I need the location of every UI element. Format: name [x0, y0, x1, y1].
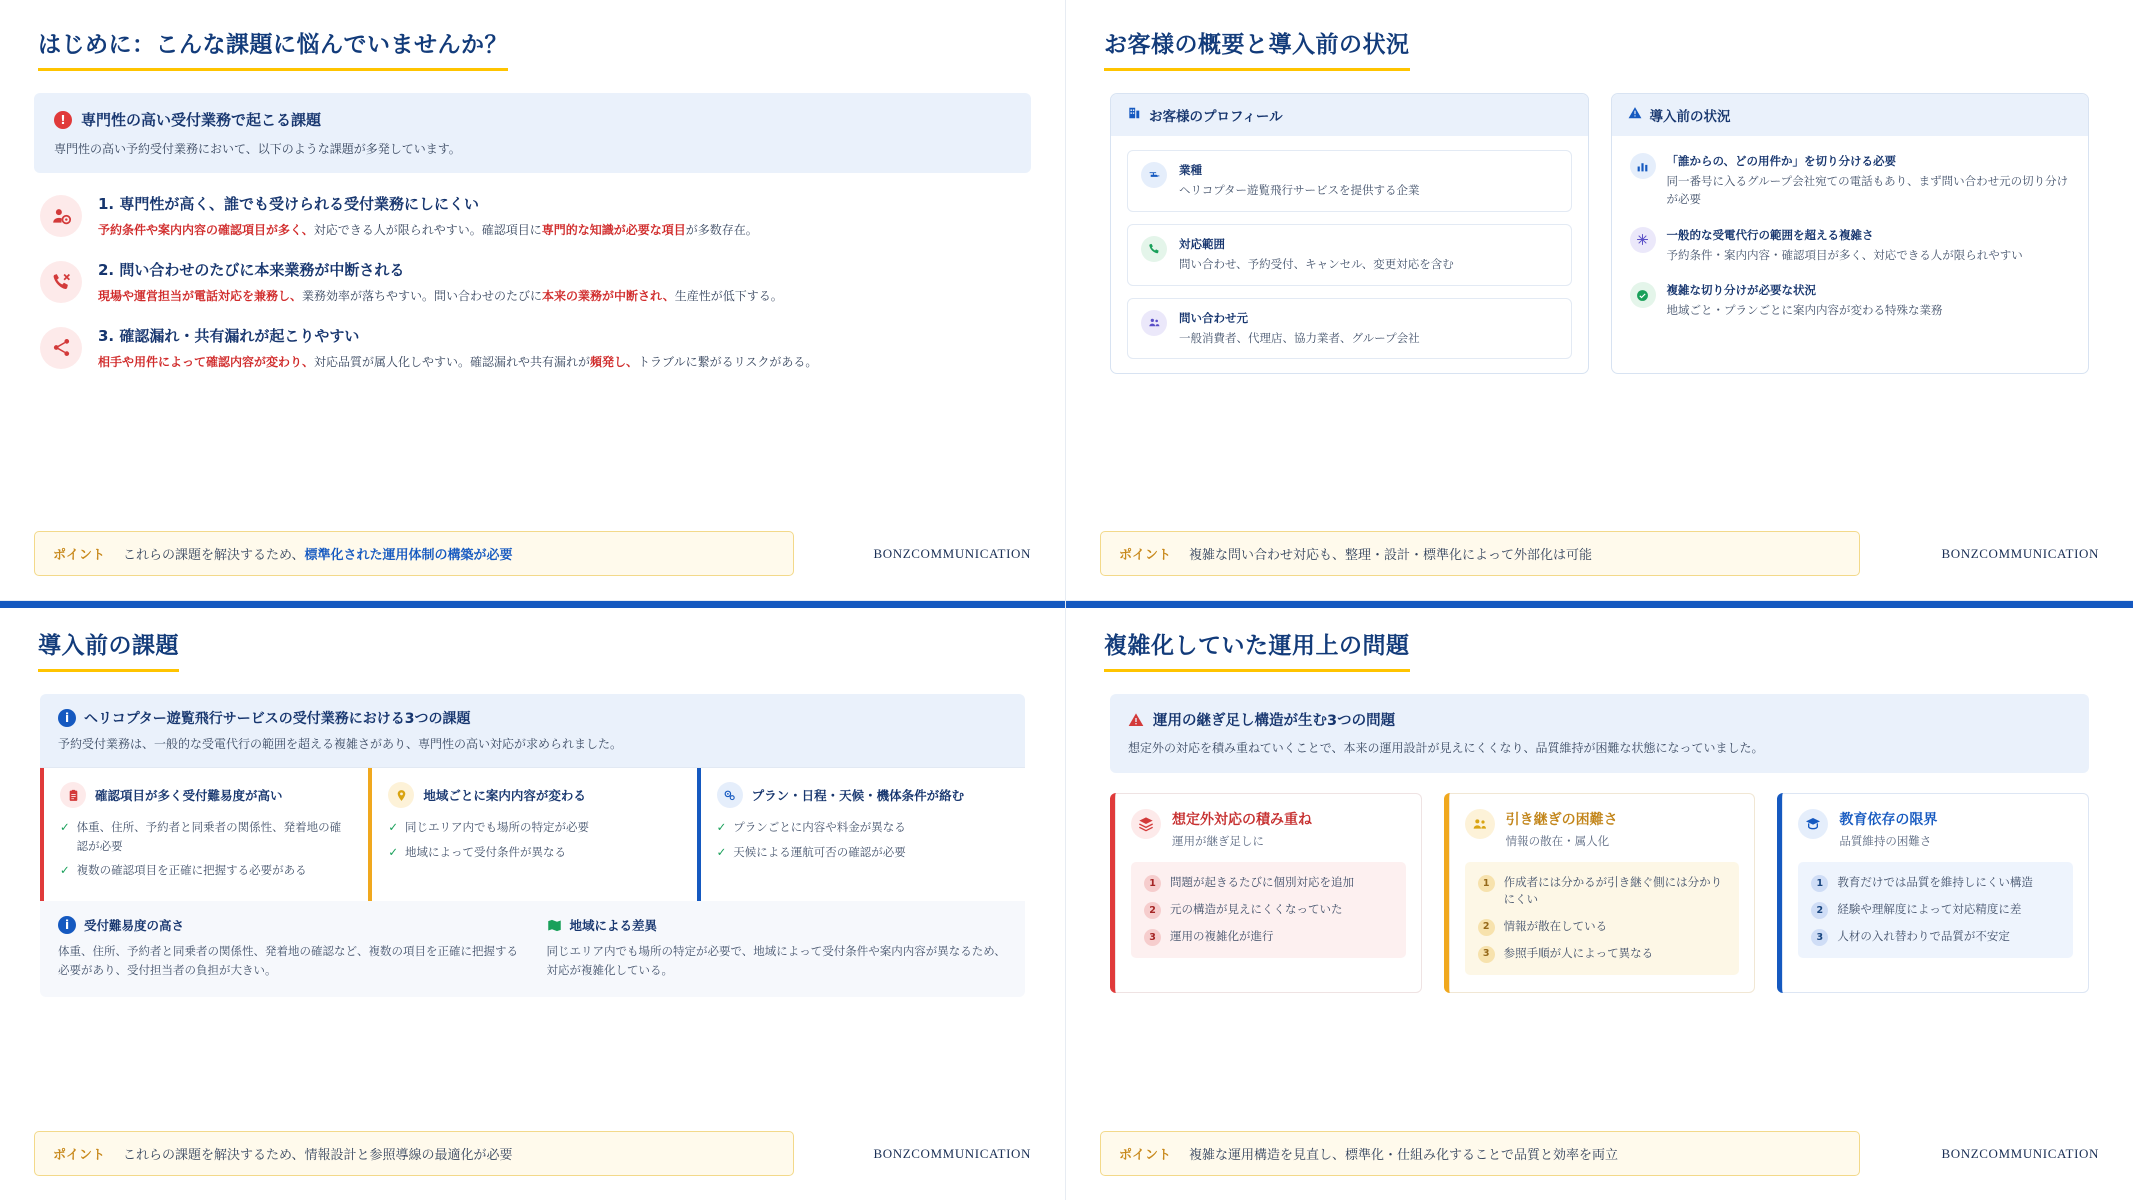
slide2-title-wrap: [1104, 26, 2099, 93]
issues-block: [40, 694, 1025, 997]
point-box: [1100, 531, 1860, 576]
list-item-text: [1667, 227, 2023, 265]
share-icon: [40, 327, 82, 369]
point-text: 複雑な運用構造を見直し、標準化・仕組み化することで品質と効率を両立: [1189, 1148, 1619, 1163]
point-row: [1100, 1131, 2099, 1176]
intro-panel-sub: 専門性の高い予約受付業務において、以下のような課題が多発しています。: [54, 142, 461, 156]
list-item-text: [1179, 236, 1454, 274]
check-item: ✓ 複数の確認項目を正確に把握する必要がある: [60, 861, 352, 879]
list-number: 1: [1478, 875, 1495, 892]
list-item-label: 対応範囲: [1179, 236, 1225, 251]
list-item-desc: 同一番号に入るグループ会社宛ての電話もあり、まず問い合わせ元の切り分けが必要: [1666, 174, 2069, 206]
brand-logo: BONZCOMMUNICATION: [1941, 1145, 2099, 1161]
problem-card-titles: [1172, 809, 1312, 849]
summary-block: [547, 916, 1008, 980]
point-box: [34, 1131, 794, 1176]
complex-icon: [1630, 227, 1656, 253]
card-header-text: 導入前の状況: [1649, 109, 1731, 125]
numbered-list: [1131, 862, 1406, 958]
ops-panel-sub: 想定外の対応を積み重ねていくことで、本来の運用設計が見えにくくなり、品質維持が困難な状態になっていました。: [1128, 741, 1764, 755]
list-number: 2: [1144, 902, 1161, 919]
page-title: はじめに：こんな課題に悩んでいませんか？: [38, 26, 508, 71]
point-row: [1100, 531, 2099, 576]
list-item-label: 一般的な受電代行の範囲を超える複雑さ: [1666, 227, 1874, 242]
numbered-list: [1465, 862, 1740, 975]
check-item: ✓ 体重、住所、予約者と同乗者の関係性、発着地の確認が必要: [60, 818, 352, 855]
point-label: ポイント: [1119, 1148, 1172, 1163]
point-label: ポイント: [53, 1148, 106, 1163]
graduation-icon: [1798, 809, 1828, 839]
layers-icon: [1131, 809, 1161, 839]
problem-card: [1110, 793, 1422, 993]
list-item: [1628, 224, 2073, 268]
gears-icon: [717, 782, 743, 808]
problem-card-head: [1131, 809, 1406, 849]
point-row: [34, 1131, 1031, 1176]
list-item: 3 運用の複雑化が進行: [1144, 928, 1393, 946]
point-text: これらの課題を解決するため、標準化された運用体制の構築が必要: [123, 548, 513, 563]
problem-text: 現場や運営担当が電話対応を兼務し、業務効率が落ちやすい。問い合わせのたびに本来の業務が中断され、生産性が低下する。: [98, 288, 783, 303]
before-state-card: [1611, 93, 2090, 374]
list-item: 2 情報が散在している: [1478, 918, 1727, 936]
slide4-title-wrap: [1104, 627, 2099, 694]
check-icon: ✓: [388, 844, 398, 859]
list-item: [1127, 224, 1572, 286]
intro-panel-heading-text: 専門性の高い受付業務で起こる課題: [81, 111, 322, 129]
list-number: 3: [1144, 929, 1161, 946]
problem-card-title: 引き継ぎの困難さ: [1505, 812, 1618, 829]
person-gear-icon: [40, 195, 82, 237]
check-circle-icon: [1630, 282, 1656, 308]
slide1-title-wrap: [38, 26, 1031, 93]
brand-logo: BONZCOMMUNICATION: [873, 1145, 1031, 1161]
list-number: 3: [1811, 929, 1828, 946]
list-item: 3 参照手順が人によって異なる: [1478, 945, 1727, 963]
list-item: [1127, 298, 1572, 360]
problem-card-head: [1465, 809, 1740, 849]
problem-card: [1777, 793, 2089, 993]
problem-card-sub: 品質維持の困難さ: [1839, 834, 1932, 849]
issue-column: [40, 768, 368, 901]
point-box: [1100, 1131, 1860, 1176]
list-item: [40, 325, 1025, 373]
point-label: ポイント: [1119, 548, 1172, 563]
list-item: 1 問題が起きるたびに個別対応を追加: [1144, 874, 1393, 892]
info-icon: i: [58, 709, 76, 727]
building-icon: [1127, 106, 1141, 124]
info-icon: i: [58, 916, 76, 934]
warning-icon: [1628, 106, 1642, 124]
problem-list: [40, 193, 1025, 372]
point-text: 複雑な問い合わせ対応も、整理・設計・標準化によって外部化は可能: [1189, 548, 1593, 563]
check-icon: ✓: [60, 862, 70, 877]
problem-heading: 2. 問い合わせのたびに本来業務が中断される: [98, 260, 405, 279]
summary-text: 同じエリア内でも場所の特定が必要で、地域によって受付条件や案内内容が異なるため、対応が複雑化している。: [546, 944, 1006, 978]
problem-card-titles: [1506, 809, 1618, 849]
issue-column-head: [388, 782, 680, 808]
problem-card-sub: 運用が継ぎ足しに: [1172, 834, 1264, 849]
check-item: ✓ 同じエリア内でも場所の特定が必要: [388, 818, 680, 836]
summary-heading: i 受付難易度の高さ: [58, 916, 519, 934]
brand-logo: BONZCOMMUNICATION: [873, 545, 1031, 561]
list-number: 3: [1478, 946, 1495, 963]
problem-card-titles: [1839, 809, 1937, 849]
users-icon: [1141, 310, 1167, 336]
issues-band-sub: 予約受付業務は、一般的な受電代行の範囲を超える複雑さがあり、専門性の高い対応が求められました。: [58, 737, 623, 751]
issues-band-heading: i ヘリコプター遊覧飛行サービスの受付業務における3つの課題: [58, 708, 1007, 728]
card-header: [1612, 94, 2089, 136]
list-item-desc: ヘリコプター遊覧飛行サービスを提供する企業: [1179, 183, 1420, 197]
helicopter-icon: [1141, 162, 1167, 188]
problem-card: [1444, 793, 1756, 993]
list-item: 2 元の構造が見えにくくなっていた: [1144, 901, 1393, 919]
issues-columns: [40, 767, 1025, 901]
card-body: [1111, 136, 1588, 373]
point-text: これらの課題を解決するため、情報設計と参照導線の最適化が必要: [123, 1148, 513, 1163]
chart-icon: [1630, 153, 1656, 179]
list-item-text: [1667, 282, 1943, 320]
intro-panel: [34, 93, 1031, 173]
clipboard-icon: [60, 782, 86, 808]
problem-card-title: 想定外対応の積み重ね: [1172, 812, 1312, 829]
problem-card-title: 教育依存の限界: [1839, 812, 1938, 829]
pin-icon: [388, 782, 414, 808]
page-title: お客様の概要と導入前の状況: [1104, 26, 1410, 71]
list-item-label: 「誰からの、どの用件か」を切り分ける必要: [1666, 154, 1897, 168]
slide-customer-overview: [1066, 0, 2133, 600]
handoff-icon: [1465, 809, 1495, 839]
issue-column-title: 確認項目が多く受付難易度が高い: [95, 788, 283, 804]
list-item: 2 経験や理解度によって対応精度に差: [1811, 901, 2060, 919]
issue-column: [368, 768, 696, 901]
list-item-desc: 一般消費者、代理店、協力業者、グループ会社: [1179, 330, 1420, 345]
issue-column-title: 地域ごとに案内内容が変わる: [423, 788, 586, 804]
card-body: [1612, 136, 2089, 337]
check-icon: ✓: [60, 820, 70, 835]
list-item-desc: 問い合わせ、予約受付、キャンセル、変更対応を含む: [1179, 256, 1454, 271]
intro-panel-heading: [54, 109, 1011, 130]
slide-intro-issues: [0, 0, 1066, 600]
issues-summary: [40, 901, 1025, 997]
check-icon: ✓: [716, 820, 727, 835]
phone-icon: [1141, 236, 1167, 262]
list-number: 2: [1811, 902, 1828, 919]
check-icon: ✓: [716, 844, 727, 859]
problem-body: [98, 259, 783, 307]
page-title: 複雑化していた運用上の問題: [1104, 627, 1410, 672]
card-header: [1111, 94, 1588, 136]
list-number: 1: [1811, 875, 1828, 892]
list-item-label: 業種: [1179, 163, 1202, 177]
problem-text: 予約条件や案内内容の確認項目が多く、対応できる人が限られやすい。確認項目に専門的な知識が必要な項目が多数存在。: [98, 223, 758, 238]
list-item-text: [1179, 310, 1420, 348]
list-item-text: [1667, 153, 2071, 209]
brand-logo: BONZCOMMUNICATION: [1941, 545, 2099, 561]
issue-column: [697, 768, 1025, 901]
point-row: [34, 531, 1031, 576]
problem-cards: [1110, 793, 2089, 993]
point-label: ポイント: [53, 548, 106, 563]
customer-profile-card: [1110, 93, 1589, 374]
list-item: 1 教育だけでは品質を維持しにくい構造: [1811, 874, 2060, 892]
warning-icon: [1128, 712, 1144, 728]
check-item: ✓ プランごとに内容や料金が異なる: [717, 818, 1009, 836]
check-icon: ✓: [388, 820, 398, 835]
list-number: 2: [1478, 919, 1495, 936]
numbered-list: [1798, 862, 2073, 958]
summary-text: 体重、住所、予約者と同乗者の関係性、発着地の確認など、複数の項目を正確に把握する必要があり、受付担当者の負担が大きい。: [58, 944, 518, 978]
issue-column-title: プラン・日程・天候・機体条件が絡む: [751, 788, 965, 804]
list-item-text: [1179, 162, 1419, 200]
problem-heading: 3. 確認漏れ・共有漏れが起こりやすい: [98, 326, 360, 345]
list-item-desc: 予約条件・案内内容・確認項目が多く、対応できる人が限られやすい: [1666, 247, 2023, 262]
slide3-title-wrap: [38, 627, 1031, 694]
list-item: [40, 193, 1025, 241]
issue-column-head: [60, 782, 352, 808]
ops-panel: [1110, 694, 2089, 773]
problem-text: 相手や用件によって確認内容が変わり、対応品質が属人化しやすい。確認漏れや共有漏れが頻発し、トラブルに繋がるリスクがある。: [98, 354, 818, 369]
alert-icon: !: [54, 111, 72, 129]
summary-block: [58, 916, 519, 980]
card-header-text: お客様のプロフィール: [1149, 109, 1283, 125]
list-item: 1 作成者には分かるが引き継ぐ側には分かりにくい: [1478, 874, 1727, 909]
problem-body: [98, 193, 758, 241]
check-item: ✓ 地域によって受付条件が異なる: [388, 843, 680, 861]
map-icon: [547, 918, 562, 933]
list-item: [1127, 150, 1572, 212]
list-number: 1: [1144, 875, 1161, 892]
issue-column-head: [717, 782, 1009, 808]
issues-band: [40, 694, 1025, 767]
summary-heading: 地域による差異: [547, 916, 1008, 934]
slide-operational-problems: [1066, 600, 2133, 1200]
page-title: 導入前の課題: [38, 627, 179, 672]
list-item: [40, 259, 1025, 307]
ops-panel-heading: 運用の継ぎ足し構造が生む3つの問題: [1128, 709, 2071, 730]
list-item-desc: 地域ごと・プランごとに案内内容が変わる特殊な業務: [1666, 303, 1943, 318]
problem-heading: 1. 専門性が高く、誰でも受けられる受付業務にしにくい: [98, 195, 480, 214]
point-box: [34, 531, 794, 576]
list-item-label: 問い合わせ元: [1179, 310, 1248, 325]
problem-body: [98, 325, 817, 373]
problem-card-head: [1798, 809, 2073, 849]
list-item-label: 複雑な切り分けが必要な状況: [1666, 283, 1816, 298]
list-item: [1628, 150, 2073, 212]
slide-pre-issues: [0, 600, 1066, 1200]
phone-off-icon: [40, 261, 82, 303]
check-item: ✓ 天候による運航可否の確認が必要: [717, 843, 1009, 861]
list-item: [1628, 279, 2073, 323]
overview-columns: [1110, 93, 2089, 374]
problem-card-sub: 情報の散在・属人化: [1505, 834, 1610, 849]
list-item: 3 人材の入れ替わりで品質が不安定: [1811, 928, 2060, 946]
